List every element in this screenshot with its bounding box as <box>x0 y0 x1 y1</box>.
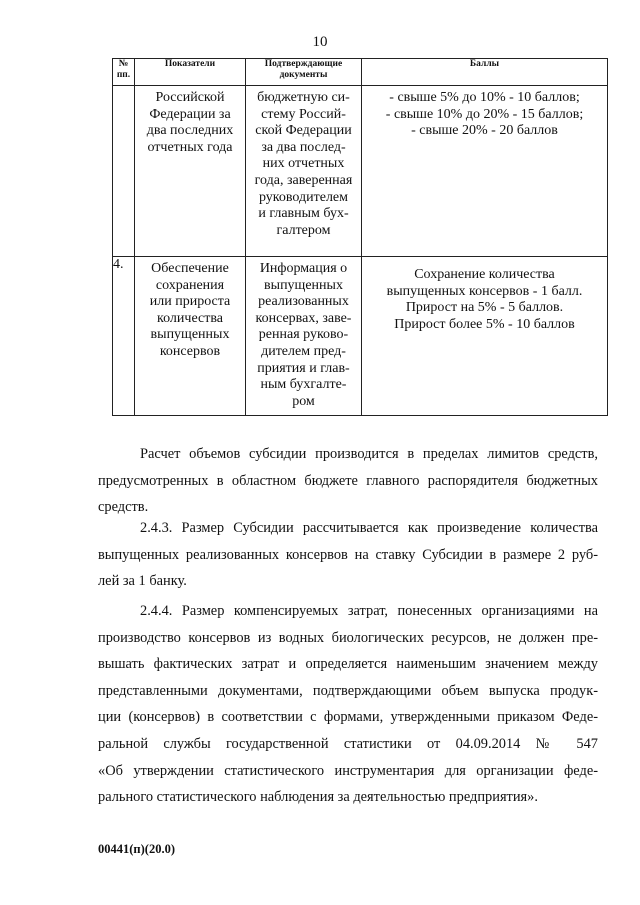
documents-line: них отчетных <box>262 156 345 172</box>
documents-line: и главным бух- <box>258 206 349 222</box>
indicator-line: консервов <box>159 343 221 359</box>
indicator-line: сохранения <box>155 277 225 293</box>
points-line: Сохранение количества <box>414 267 555 282</box>
paragraph-2-4-3 <box>98 515 598 595</box>
documents-cell <box>246 257 362 416</box>
indicator-line: выпущенных <box>150 327 230 343</box>
paragraph-2-4-4 <box>98 598 598 811</box>
page-number: 10 <box>312 34 328 50</box>
table-header-row <box>113 59 608 86</box>
points-line: - свыше 20% - 20 баллов <box>411 123 558 139</box>
points-line: Прирост на 5% - 5 баллов. <box>405 300 564 316</box>
documents-line: ным бухгалте- <box>260 377 347 393</box>
points-line: - свыше 10% до 20% - 15 баллов; <box>385 106 584 122</box>
text-line: ции (консервов) в соответствии с формами, утвержденными приказом Феде- <box>98 709 598 726</box>
points-cell <box>362 86 608 257</box>
document-code: 00441(п)(20.0) <box>98 842 175 856</box>
header-indicators: Показатели <box>135 59 246 86</box>
documents-line: ренная руково- <box>258 327 349 343</box>
header-documents: Подтверждающие документы <box>246 59 362 86</box>
points-cell <box>362 257 608 416</box>
indicator-line: два последних <box>146 123 234 139</box>
indicator-line: или прироста <box>149 294 231 310</box>
documents-line: галтером <box>276 222 331 238</box>
documents-line: ской Федерации <box>255 123 352 139</box>
points-line: выпущенных консервов - 1 балл. <box>386 283 583 299</box>
points-line: Прирост более 5% - 10 баллов <box>394 316 575 332</box>
documents-line: консервах, заве- <box>255 310 352 326</box>
documents-line: ром <box>292 393 315 409</box>
indicator-line: отчетных года <box>147 139 233 155</box>
documents-line: дителем пред- <box>261 343 346 359</box>
documents-line: реализованных <box>258 294 349 310</box>
table-row <box>113 86 608 257</box>
row-number: 4. <box>113 257 135 416</box>
table-row <box>113 257 608 416</box>
text-line: средств. <box>98 499 149 516</box>
indicator-line: Федерации за <box>149 106 231 122</box>
text-line: выпущенных реализованных консервов на ставку Субсидии в размере 2 руб- <box>98 546 598 563</box>
indicator-cell <box>135 257 246 416</box>
text-line: 2.4.3. Размер Субсидии рассчитывается как произведение количества <box>140 520 598 536</box>
points-line: - свыше 5% до 10% - 10 баллов; <box>389 90 580 105</box>
text-line: лей за 1 банку. <box>98 573 187 590</box>
text-line: Расчет объемов субсидии производится в пределах лимитов средств, <box>140 446 598 462</box>
text-line: рального статистического наблюдения за деятельностью предприятия». <box>98 789 538 806</box>
documents-line: бюджетную си- <box>257 90 350 105</box>
indicator-cell <box>135 86 246 257</box>
documents-line: приятия и глав- <box>257 360 350 376</box>
documents-line: за два послед- <box>261 139 346 155</box>
row-number <box>113 86 135 257</box>
documents-line: года, заверенная <box>254 172 353 188</box>
text-line: представленными документами, подтверждающими объем выпуска продук- <box>98 682 598 699</box>
documents-line: стему Россий- <box>261 106 346 122</box>
documents-line: выпущенных <box>264 277 343 293</box>
text-line: вышать фактических затрат и определяется наименьшим значением между <box>98 656 598 673</box>
text-line: ральной службы государственной статистики от 04.09.2014 № 547 <box>98 735 598 752</box>
text-line: 2.4.4. Размер компенсируемых затрат, понесенных организациями на <box>140 603 598 619</box>
indicator-line: Обеспечение <box>151 261 229 276</box>
header-number: № пп. <box>113 59 135 86</box>
text-line: предусмотренных в областном бюджете главного распорядителя бюджетных <box>98 472 598 489</box>
indicator-line: количества <box>157 310 223 326</box>
documents-line: руководителем <box>258 189 349 205</box>
header-points: Баллы <box>362 59 608 86</box>
indicator-line: Российской <box>155 90 225 105</box>
criteria-table <box>112 58 608 416</box>
documents-line: Информация о <box>259 261 348 276</box>
text-line: «Об утверждении статистического инструментария для организации феде- <box>98 762 598 779</box>
paragraph-subsidy-calculation <box>98 441 598 521</box>
documents-cell <box>246 86 362 257</box>
text-line: производство консервов из водных биологических ресурсов, не должен пре- <box>98 629 598 646</box>
